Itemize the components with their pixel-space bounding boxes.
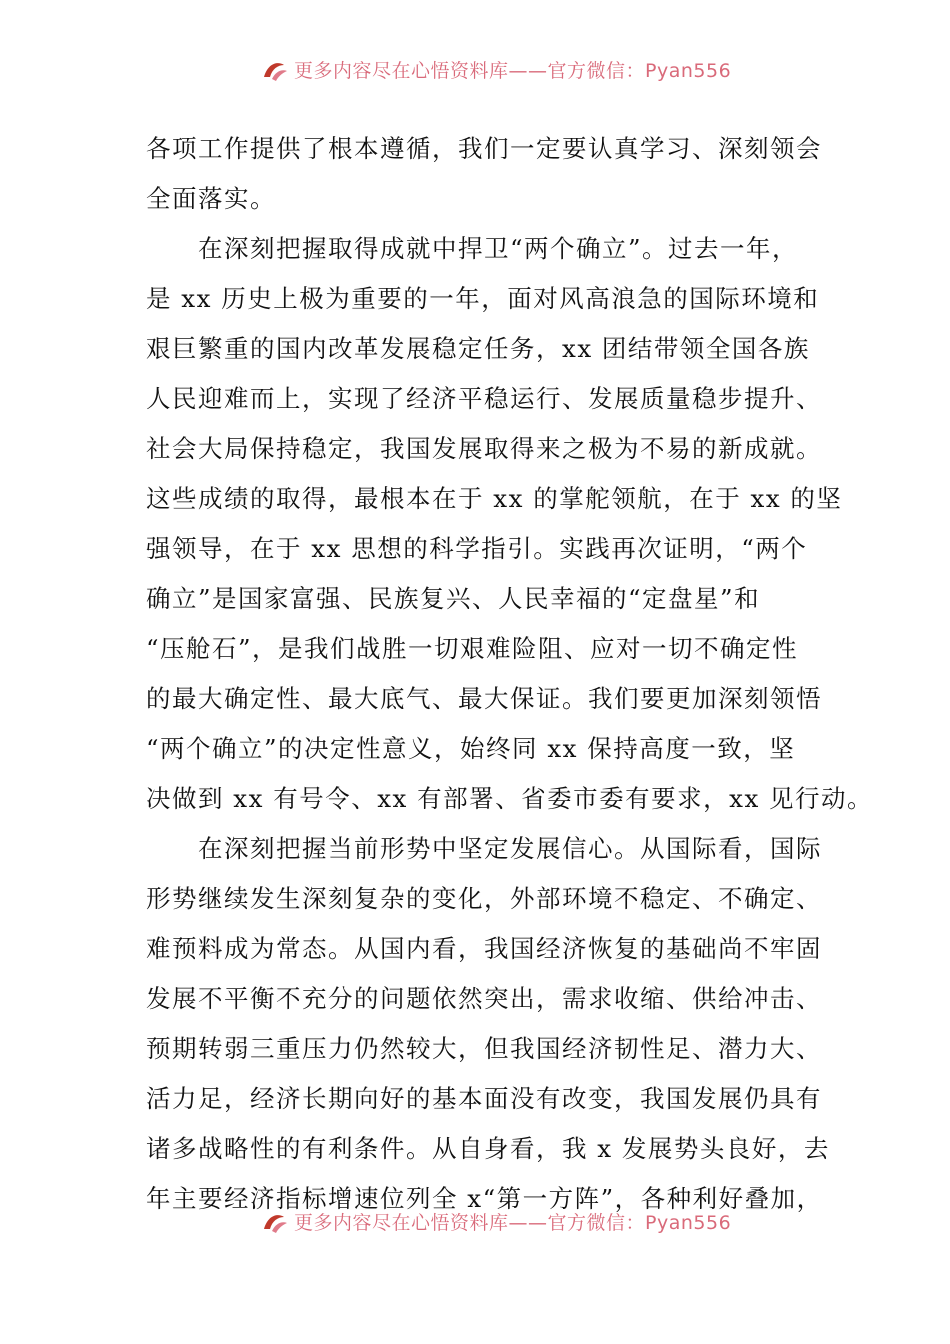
text-line: 人民迎难而上，实现了经济平稳运行、发展质量稳步提升、 xyxy=(146,384,822,413)
text-line: 强领导，在于 xx 思想的科学指引。实践再次证明，“两个 xyxy=(146,534,808,563)
text-line: 社会大局保持稳定，我国发展取得来之极为不易的新成就。 xyxy=(146,434,822,463)
paragraph-start-line: 在深刻把握当前形势中坚定发展信心。从国际看，国际 xyxy=(198,834,822,863)
header-watermark-text: 更多内容尽在心悟资料库——官方微信：Pyan556 xyxy=(294,60,732,82)
text-line: 各项工作提供了根本遵循，我们一定要认真学习、深刻领会 xyxy=(146,134,822,163)
footer-watermark-text: 更多内容尽在心悟资料库——官方微信：Pyan556 xyxy=(294,1212,732,1234)
text-line: 决做到 xx 有号令、xx 有部署、省委市委有要求，xx 见行动。 xyxy=(146,784,874,813)
text-line: 活力足，经济长期向好的基本面没有改变，我国发展仍具有 xyxy=(146,1084,822,1113)
text-line: 这些成绩的取得，最根本在于 xx 的掌舵领航，在于 xx 的坚 xyxy=(146,484,843,513)
text-line: 全面落实。 xyxy=(146,184,276,213)
text-line: 诸多战略性的有利条件。从自身看，我 x 发展势头良好，去 xyxy=(146,1134,830,1163)
brand-logo-icon xyxy=(260,1209,290,1235)
footer-watermark xyxy=(260,1208,731,1235)
text-line: 形势继续发生深刻复杂的变化，外部环境不稳定、不确定、 xyxy=(146,884,822,913)
text-line: “压舱石”，是我们战胜一切艰难险阻、应对一切不确定性 xyxy=(146,634,799,663)
text-line: “两个确立”的决定性意义，始终同 xx 保持高度一致，坚 xyxy=(146,734,796,763)
text-line: 年主要经济指标增速位列全 x“第一方阵”，各种利好叠加， xyxy=(146,1184,823,1213)
text-line: 的最大确定性、最大底气、最大保证。我们要更加深刻领悟 xyxy=(146,684,822,713)
header-watermark xyxy=(260,56,731,83)
document-body xyxy=(146,124,874,1224)
text-line: 是 xx 历史上极为重要的一年，面对风高浪急的国际环境和 xyxy=(146,284,820,313)
text-line: 确立”是国家富强、民族复兴、人民幸福的“定盘星”和 xyxy=(146,584,761,613)
paragraph-start-line: 在深刻把握取得成就中捍卫“两个确立”。过去一年， xyxy=(198,234,799,263)
text-line: 预期转弱三重压力仍然较大，但我国经济韧性足、潜力大、 xyxy=(146,1034,822,1063)
text-line: 发展不平衡不充分的问题依然突出，需求收缩、供给冲击、 xyxy=(146,984,822,1013)
text-line: 艰巨繁重的国内改革发展稳定任务，xx 团结带领全国各族 xyxy=(146,334,810,363)
text-line: 难预料成为常态。从国内看，我国经济恢复的基础尚不牢固 xyxy=(146,934,822,963)
brand-logo-icon xyxy=(260,57,290,83)
